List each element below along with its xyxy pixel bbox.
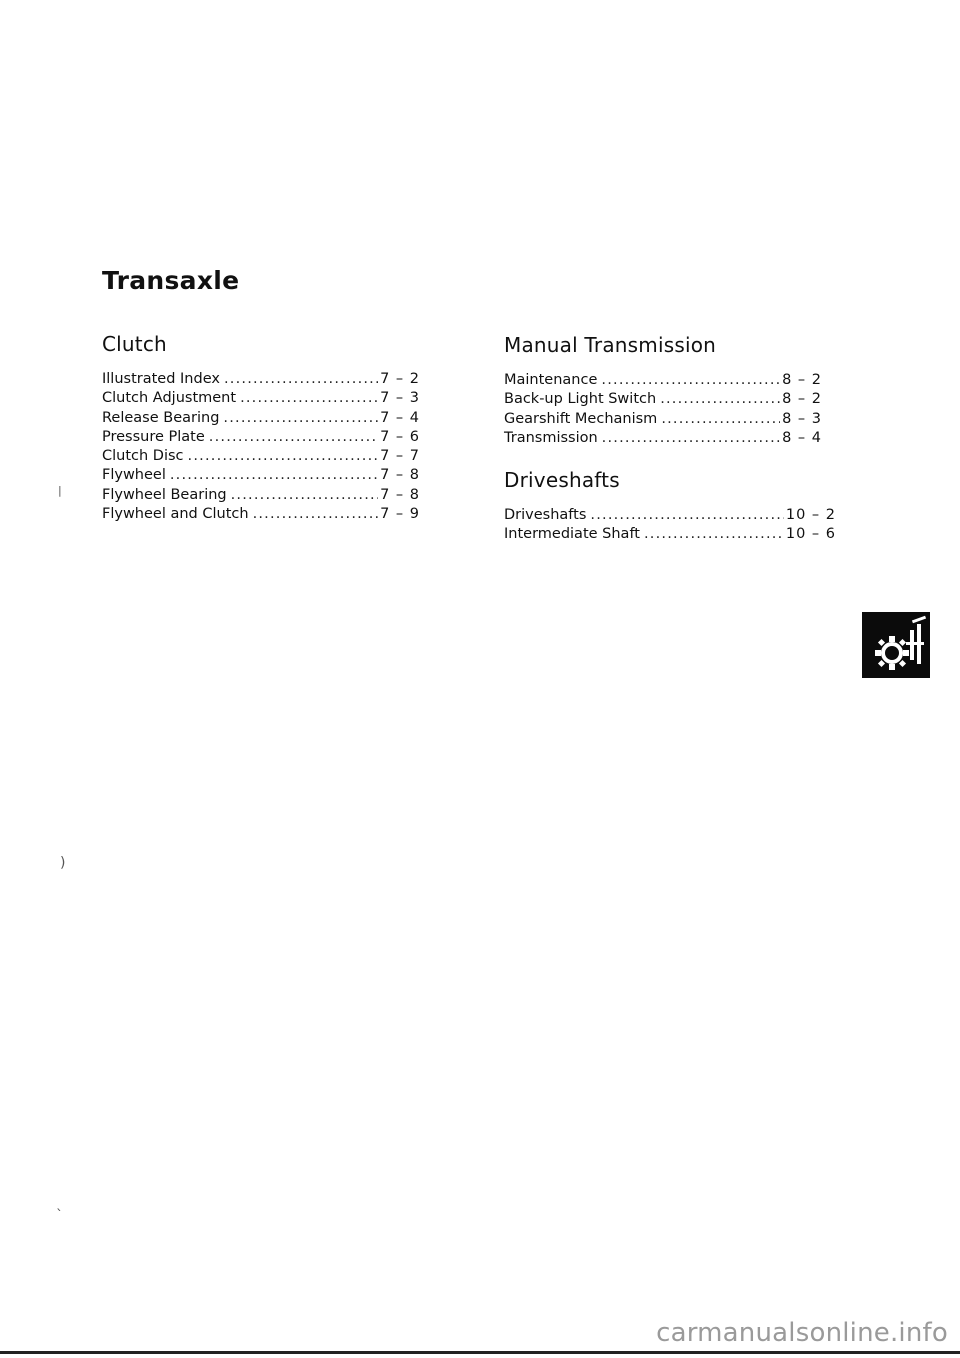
toc-entry[interactable] — [504, 525, 836, 544]
toc-page-number: 7 – 8 — [380, 486, 420, 503]
toc-entry[interactable] — [504, 506, 836, 525]
toc-label: Flywheel — [102, 467, 166, 484]
toc-label: Illustrated Index — [102, 371, 220, 387]
section-driveshafts — [504, 468, 836, 545]
toc-leader — [602, 429, 780, 448]
scan-speck: ) — [60, 855, 66, 871]
toc-page-number: 8 – 2 — [782, 372, 822, 388]
toc-label: Intermediate Shaft — [504, 526, 640, 543]
toc-page-number: 8 – 3 — [782, 410, 822, 427]
toc-label: Release Bearing — [102, 409, 220, 426]
chapter-tab[interactable] — [862, 612, 930, 678]
section-title-manual-transmission: Manual Transmission — [504, 333, 717, 357]
toc-entry[interactable] — [504, 429, 822, 448]
toc-label: Gearshift Mechanism — [504, 410, 658, 427]
toc-entry[interactable] — [102, 447, 420, 466]
toc-label: Maintenance — [504, 372, 598, 388]
toc-page-number: 7 – 3 — [380, 390, 420, 407]
section-clutch — [102, 332, 420, 524]
toc-page-number: 7 – 9 — [380, 506, 420, 523]
toc-label: Transmission — [504, 429, 598, 446]
toc-page-number: 8 – 4 — [782, 429, 822, 446]
toc-leader — [188, 447, 379, 466]
toc-leader — [223, 409, 378, 428]
toc-page-number: 10 – 2 — [785, 507, 836, 523]
toc-leader — [590, 506, 783, 525]
toc-list-driveshafts — [504, 506, 836, 545]
toc-entry[interactable] — [102, 505, 420, 524]
toc-page-number: 7 – 6 — [380, 428, 420, 445]
scan-speck: | — [58, 484, 62, 497]
toc-entry[interactable] — [504, 371, 822, 390]
toc-entry[interactable] — [102, 486, 420, 505]
toc-entry[interactable] — [504, 410, 822, 429]
toc-leader — [661, 410, 780, 429]
toc-entry[interactable] — [102, 409, 420, 428]
toc-label: Driveshafts — [504, 507, 587, 523]
toc-entry[interactable] — [102, 428, 420, 447]
toc-leader — [224, 370, 378, 389]
section-title-driveshafts: Driveshafts — [504, 468, 620, 492]
bottom-rule — [0, 1351, 960, 1354]
toc-leader — [170, 466, 378, 485]
toc-entry[interactable] — [102, 389, 420, 408]
toc-leader — [644, 525, 784, 544]
toc-page-number: 7 – 2 — [380, 371, 420, 387]
toc-leader — [601, 371, 780, 390]
section-manual-transmission — [504, 333, 822, 448]
watermark-text: carmanualsonline.info — [656, 1318, 948, 1348]
toc-leader — [660, 390, 780, 409]
gear-tab-icon — [862, 612, 930, 678]
toc-leader — [209, 428, 378, 447]
toc-label: Clutch Disc — [102, 448, 184, 465]
scan-speck: ` — [56, 1208, 63, 1224]
toc-leader — [253, 505, 379, 524]
toc-page-number: 7 – 8 — [380, 467, 420, 484]
toc-entry[interactable] — [504, 390, 822, 409]
section-title-clutch: Clutch — [102, 332, 167, 356]
toc-page-number: 10 – 6 — [785, 526, 836, 543]
toc-entry[interactable] — [102, 370, 420, 389]
toc-entry[interactable] — [102, 466, 420, 485]
toc-label: Flywheel Bearing — [102, 486, 227, 503]
page-title: Transaxle — [102, 266, 240, 295]
toc-label: Back-up Light Switch — [504, 391, 657, 408]
toc-label: Pressure Plate — [102, 428, 205, 445]
toc-page-number: 8 – 2 — [782, 391, 822, 408]
toc-page-number: 7 – 4 — [380, 409, 420, 426]
toc-leader — [231, 486, 378, 505]
toc-list-clutch — [102, 370, 420, 524]
toc-label: Flywheel and Clutch — [102, 506, 249, 523]
toc-list-manual-transmission — [504, 371, 822, 448]
toc-page-number: 7 – 7 — [380, 448, 420, 465]
toc-label: Clutch Adjustment — [102, 390, 237, 407]
toc-leader — [240, 389, 378, 408]
